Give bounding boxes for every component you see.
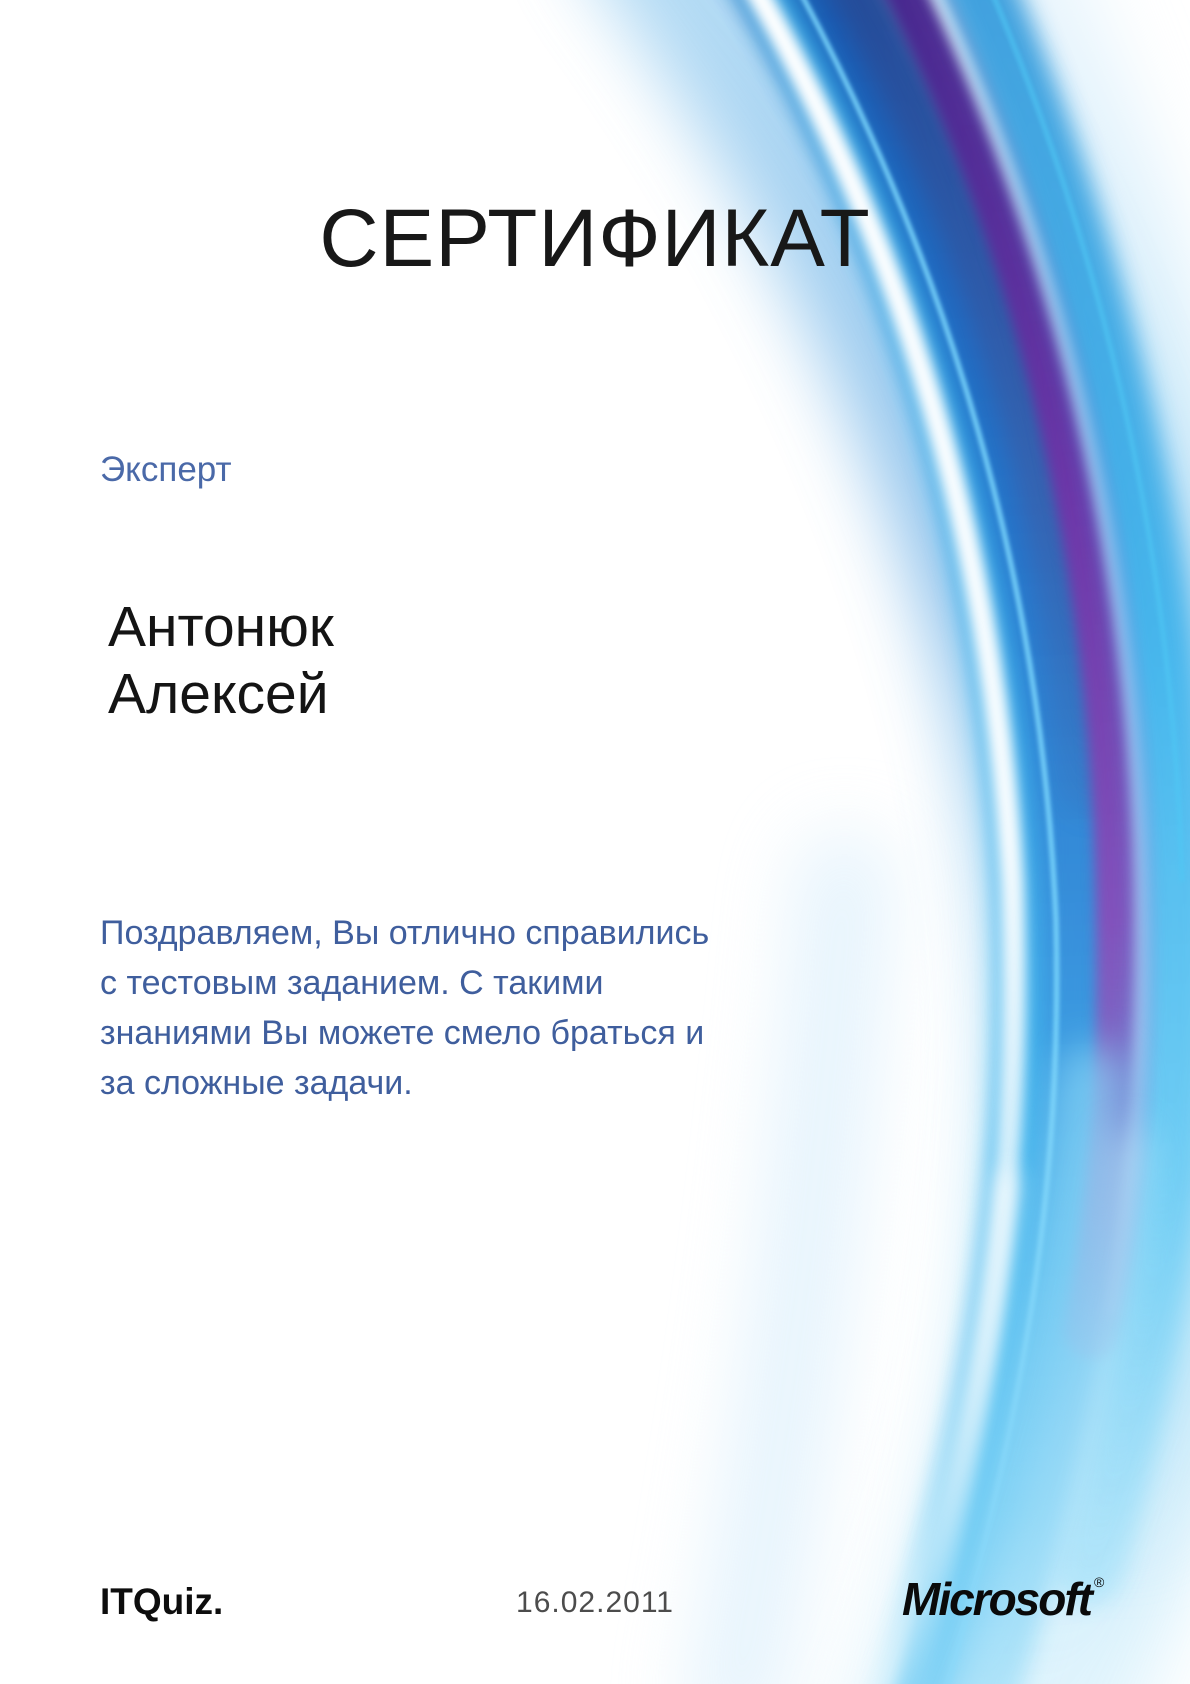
message-line1: Поздравляем, Вы отлично справились	[100, 914, 710, 952]
recipient-name-line2: Алексей	[108, 662, 329, 726]
message-line3: знаниями Вы можете смело браться и	[100, 1014, 705, 1052]
registered-trademark-symbol: ®	[1094, 1574, 1105, 1590]
certificate-subtitle: Эксперт	[100, 450, 232, 489]
microsoft-logo	[902, 1572, 1105, 1626]
congratulation-message	[100, 908, 709, 1108]
message-line4: за сложные задачи.	[100, 1064, 413, 1102]
message-line2: с тестовым заданием. С такими	[100, 964, 604, 1002]
recipient-name-line1: Антонюк	[108, 595, 334, 659]
certificate-title: СЕРТИФИКАТ	[319, 193, 871, 284]
recipient-name	[108, 594, 334, 728]
certificate-date: 16.02.2011	[516, 1586, 674, 1619]
microsoft-logo-text: Microsoft	[902, 1573, 1091, 1625]
itquiz-logo: ITQuiz.	[100, 1581, 224, 1622]
